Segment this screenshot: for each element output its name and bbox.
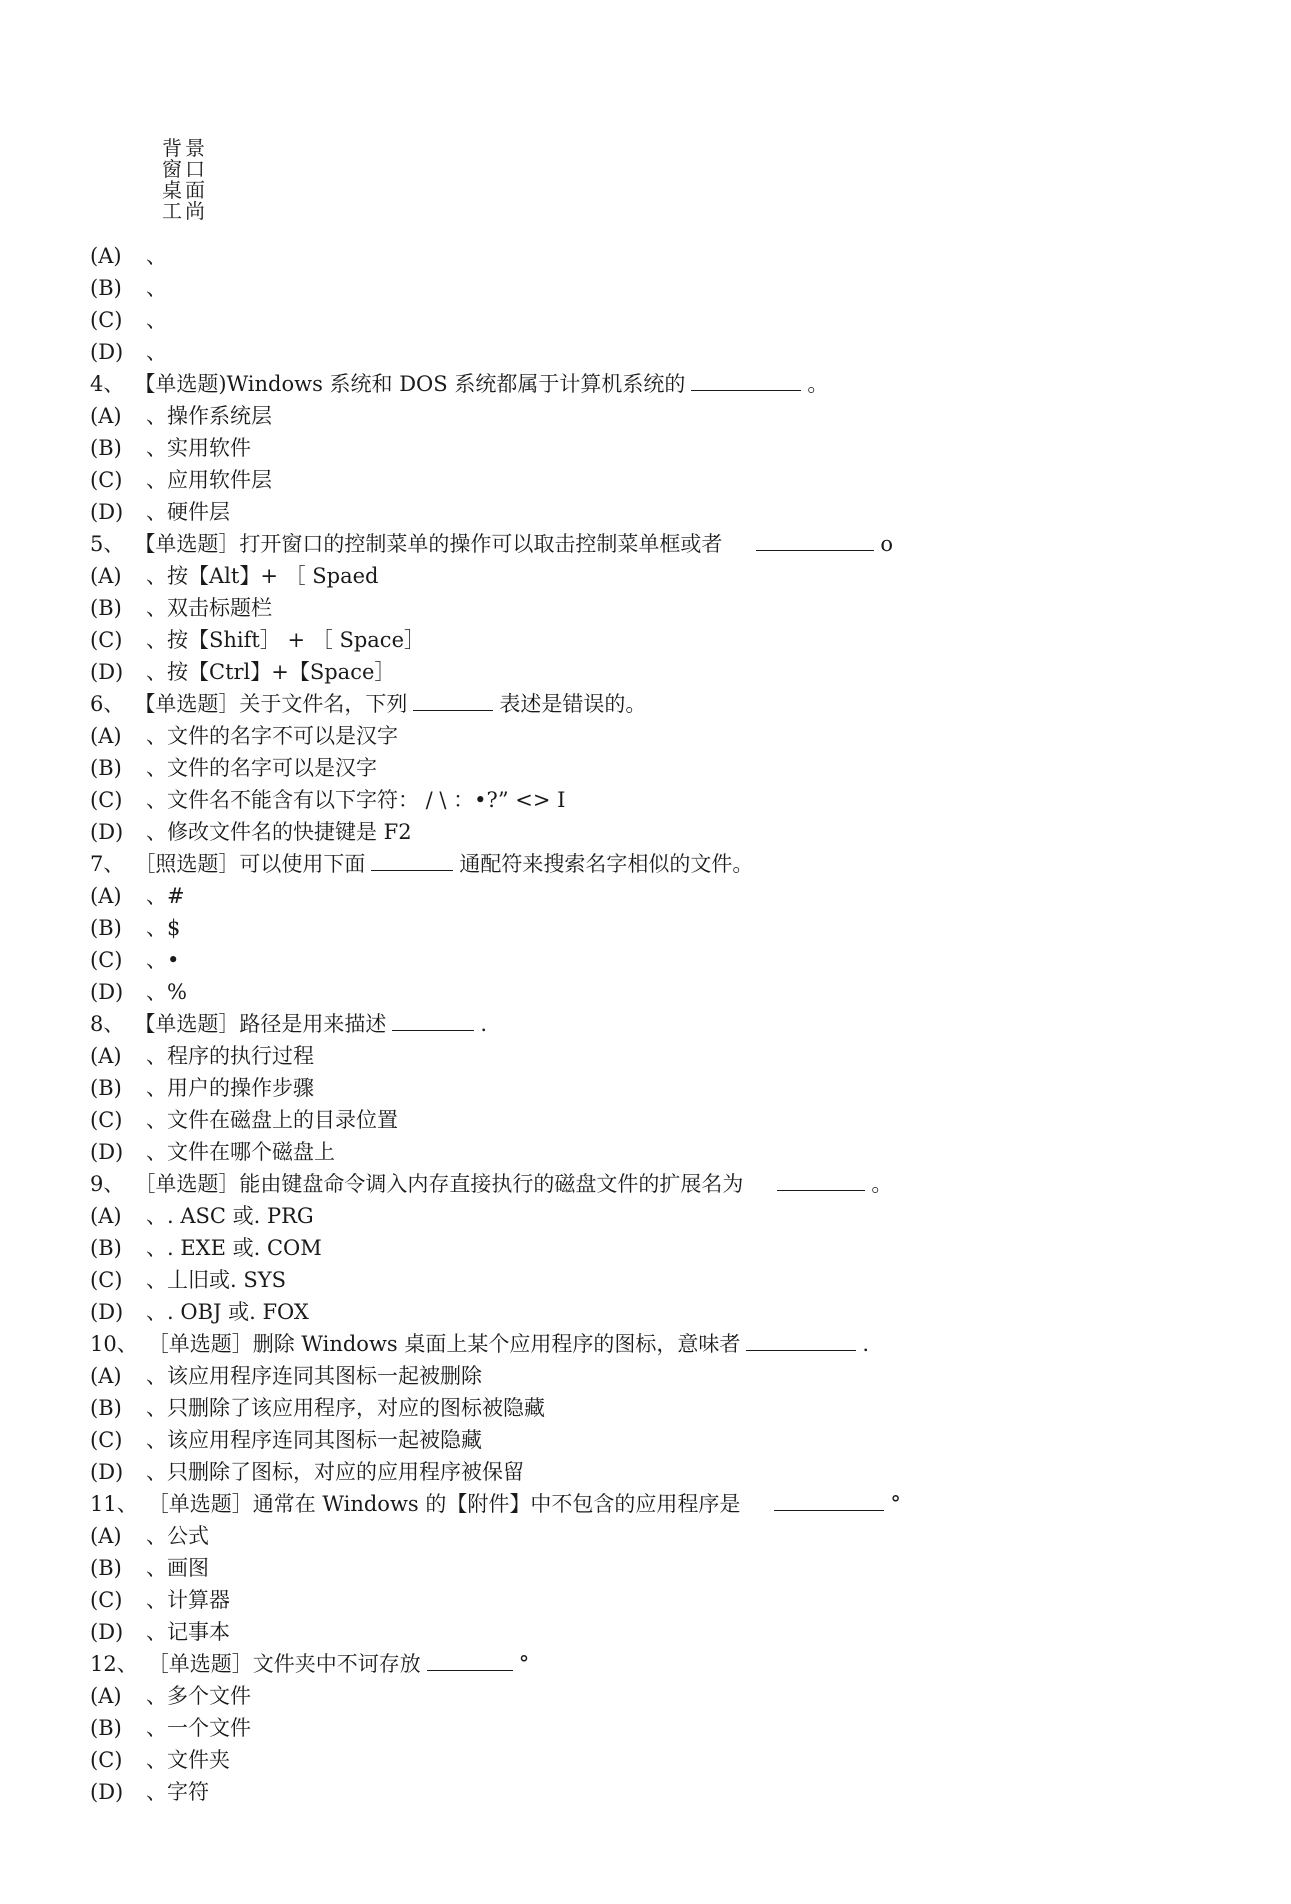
option-label: (C) — [90, 1588, 123, 1612]
option-label: (C) — [90, 308, 123, 332]
option-text: 、% — [146, 980, 187, 1004]
option-text: 、一个文件 — [146, 1716, 251, 1740]
option-row — [90, 1296, 1240, 1328]
question-number: 8、 — [90, 1012, 125, 1036]
option-text: 、. OBJ 或. FOX — [146, 1300, 309, 1324]
option-text: 、文件在磁盘上的目录位置 — [146, 1108, 398, 1132]
option-row — [90, 816, 1240, 848]
question-4 — [90, 368, 1240, 400]
option-text: 、只删除了该应用程序，对应的图标被隐藏 — [146, 1396, 545, 1420]
option-text: 、• — [146, 948, 180, 972]
question-number: 5、 — [90, 532, 125, 556]
question-text-end: ° — [890, 1492, 901, 1516]
option-text: 、双击标题栏 — [146, 596, 272, 620]
question-text: 【单选题］关于文件名，下列 — [134, 692, 408, 716]
option-row — [90, 1392, 1240, 1424]
question-number: 12、 — [90, 1652, 138, 1676]
option-text: 、公式 — [146, 1524, 209, 1548]
option-row — [90, 240, 1240, 272]
option-row — [90, 1552, 1240, 1584]
option-row — [90, 496, 1240, 528]
option-label: (C) — [90, 1748, 123, 1772]
option-label: (B) — [90, 756, 122, 780]
option-row — [90, 1456, 1240, 1488]
answer-blank — [756, 528, 874, 551]
question-5 — [90, 528, 1240, 560]
question-text: 【单选题)Windows 系统和 DOS 系统都属于计算机系统的 — [134, 372, 686, 396]
option-row — [90, 1616, 1240, 1648]
stack-line: 窗口 — [162, 157, 208, 181]
question-number: 10、 — [90, 1332, 138, 1356]
option-label: (D) — [90, 340, 124, 364]
option-text: 、按【Alt】+ ［ Spaed — [146, 564, 379, 588]
option-label: (A) — [90, 1684, 122, 1708]
option-text: 、丄旧或. SYS — [146, 1268, 286, 1292]
option-label: (D) — [90, 1780, 124, 1804]
option-label: (A) — [90, 884, 122, 908]
question-number: 6、 — [90, 692, 125, 716]
option-row — [90, 624, 1240, 656]
option-row — [90, 1104, 1240, 1136]
question-9 — [90, 1168, 1240, 1200]
option-text: 、只删除了图标，对应的应用程序被保留 — [146, 1460, 524, 1484]
option-row — [90, 1136, 1240, 1168]
option-row — [90, 1680, 1240, 1712]
option-text: 、硬件层 — [146, 500, 230, 524]
option-label: (A) — [90, 1524, 122, 1548]
option-text: 、文件的名字可以是汉字 — [146, 756, 377, 780]
option-label: (B) — [90, 1716, 122, 1740]
option-text: 、该应用程序连同其图标一起被隐藏 — [146, 1428, 482, 1452]
question-text-end: 通配符来搜索名字相似的文件。 — [459, 852, 754, 876]
question-text-end: o — [880, 532, 894, 556]
question-text: ［单选题］文件夹中不诃存放 — [147, 1652, 421, 1676]
option-label: (B) — [90, 1556, 122, 1580]
option-row — [90, 464, 1240, 496]
question-11 — [90, 1488, 1240, 1520]
answer-blank — [746, 1328, 856, 1351]
option-text: 、 — [146, 244, 167, 268]
option-label: (D) — [90, 1620, 124, 1644]
option-row — [90, 1264, 1240, 1296]
option-row — [90, 1520, 1240, 1552]
question-8 — [90, 1008, 1240, 1040]
option-label: (D) — [90, 820, 124, 844]
option-row — [90, 1744, 1240, 1776]
question-number: 4、 — [90, 372, 125, 396]
option-text: 、计算器 — [146, 1588, 230, 1612]
option-row — [90, 272, 1240, 304]
option-label: (A) — [90, 564, 122, 588]
option-text: 、实用软件 — [146, 436, 251, 460]
question-6 — [90, 688, 1240, 720]
option-text: 、操作系统层 — [146, 404, 272, 428]
option-label: (D) — [90, 660, 124, 684]
option-label: (D) — [90, 500, 124, 524]
option-text: 、$ — [146, 916, 181, 940]
option-text: 、. ASC 或. PRG — [146, 1204, 314, 1228]
option-row — [90, 336, 1240, 368]
option-label: (D) — [90, 1300, 124, 1324]
option-text: 、按【Ctrl】+【Space］ — [146, 660, 396, 684]
option-row — [90, 1232, 1240, 1264]
option-text: 、 — [146, 276, 167, 300]
option-label: (C) — [90, 468, 123, 492]
question-text-end: 。 — [807, 372, 829, 396]
option-row — [90, 1360, 1240, 1392]
question-text: ［单选题］能由键盘命令调入内存直接执行的磁盘文件的扩展名为 — [134, 1172, 744, 1196]
option-row — [90, 304, 1240, 336]
option-label: (B) — [90, 1236, 122, 1260]
option-label: (B) — [90, 916, 122, 940]
option-text: 、字符 — [146, 1780, 209, 1804]
option-row — [90, 912, 1240, 944]
option-text: 、修改文件名的快捷键是 F2 — [146, 820, 412, 844]
option-label: (C) — [90, 1268, 123, 1292]
stack-line: 背景 — [162, 136, 208, 160]
question-text-end: 。 — [871, 1172, 893, 1196]
option-text: 、文件在哪个磁盘上 — [146, 1140, 335, 1164]
answer-blank — [691, 368, 801, 391]
question-text: 【单选题］打开窗口的控制菜单的操作可以取击控制菜单框或者 — [134, 532, 723, 556]
option-text: 、该应用程序连同其图标一起被删除 — [146, 1364, 482, 1388]
option-label: (B) — [90, 276, 122, 300]
option-text: 、文件夹 — [146, 1748, 230, 1772]
answer-blank — [774, 1488, 884, 1511]
option-label: (B) — [90, 596, 122, 620]
option-label: (A) — [90, 244, 122, 268]
option-row — [90, 1040, 1240, 1072]
option-label: (A) — [90, 1364, 122, 1388]
question-text-end: 表述是错误的。 — [499, 692, 647, 716]
option-row — [90, 784, 1240, 816]
question-text: ［单选题］通常在 Windows 的【附件】中不包含的应用程序是 — [147, 1492, 741, 1516]
answer-blank — [371, 848, 453, 871]
answer-blank — [413, 688, 493, 711]
option-row — [90, 1584, 1240, 1616]
option-text: 、文件名不能含有以下字符： / \ ：•?” <> I — [146, 788, 566, 812]
option-row — [90, 432, 1240, 464]
option-row — [90, 656, 1240, 688]
option-label: (A) — [90, 724, 122, 748]
option-label: (D) — [90, 1460, 124, 1484]
option-row — [90, 880, 1240, 912]
option-text: 、 — [146, 340, 167, 364]
stack-line: 桌面 — [162, 178, 208, 202]
option-label: (B) — [90, 1396, 122, 1420]
option-text: 、# — [146, 884, 185, 908]
option-row — [90, 752, 1240, 784]
option-row — [90, 720, 1240, 752]
option-label: (B) — [90, 1076, 122, 1100]
option-label: (C) — [90, 788, 123, 812]
option-text: 、用户的操作步骤 — [146, 1076, 314, 1100]
option-label: (C) — [90, 1428, 123, 1452]
question-10 — [90, 1328, 1240, 1360]
option-text: 、文件的名字不可以是汉字 — [146, 724, 398, 748]
option-label: (A) — [90, 1204, 122, 1228]
option-row — [90, 1200, 1240, 1232]
option-row — [90, 976, 1240, 1008]
option-text: 、. EXE 或. COM — [146, 1236, 322, 1260]
option-row — [90, 1424, 1240, 1456]
answer-word-stack — [162, 138, 208, 222]
option-row — [90, 944, 1240, 976]
question-list — [90, 240, 1240, 1808]
option-label: (A) — [90, 1044, 122, 1068]
option-label: (C) — [90, 948, 123, 972]
option-text: 、记事本 — [146, 1620, 230, 1644]
option-text: 、画图 — [146, 1556, 209, 1580]
question-text: 【单选题］路径是用来描述 — [134, 1012, 387, 1036]
option-label: (C) — [90, 628, 123, 652]
option-label: (A) — [90, 404, 122, 428]
answer-blank — [427, 1648, 513, 1671]
question-number: 11、 — [90, 1492, 138, 1516]
option-row — [90, 400, 1240, 432]
question-text: ［照选题］可以使用下面 — [134, 852, 366, 876]
question-text-end: ° — [518, 1652, 530, 1676]
option-text: 、应用软件层 — [146, 468, 272, 492]
answer-blank — [777, 1168, 865, 1191]
option-row — [90, 560, 1240, 592]
option-row — [90, 1072, 1240, 1104]
question-text-end: . — [862, 1332, 870, 1356]
answer-blank — [392, 1008, 474, 1031]
option-label: (D) — [90, 1140, 124, 1164]
option-row — [90, 1712, 1240, 1744]
option-text: 、按【Shift］ + ［ Space］ — [146, 628, 425, 652]
question-text: ［单选题］删除 Windows 桌面上某个应用程序的图标，意味者 — [147, 1332, 741, 1356]
question-7 — [90, 848, 1240, 880]
option-text: 、多个文件 — [146, 1684, 251, 1708]
option-text: 、程序的执行过程 — [146, 1044, 314, 1068]
question-number: 9、 — [90, 1172, 125, 1196]
option-label: (B) — [90, 436, 122, 460]
question-12 — [90, 1648, 1240, 1680]
option-label: (D) — [90, 980, 124, 1004]
option-label: (C) — [90, 1108, 123, 1132]
option-row — [90, 592, 1240, 624]
question-text-end: . — [480, 1012, 488, 1036]
option-text: 、 — [146, 308, 167, 332]
stack-line: 工尚 — [162, 199, 208, 223]
question-number: 7、 — [90, 852, 125, 876]
option-row — [90, 1776, 1240, 1808]
